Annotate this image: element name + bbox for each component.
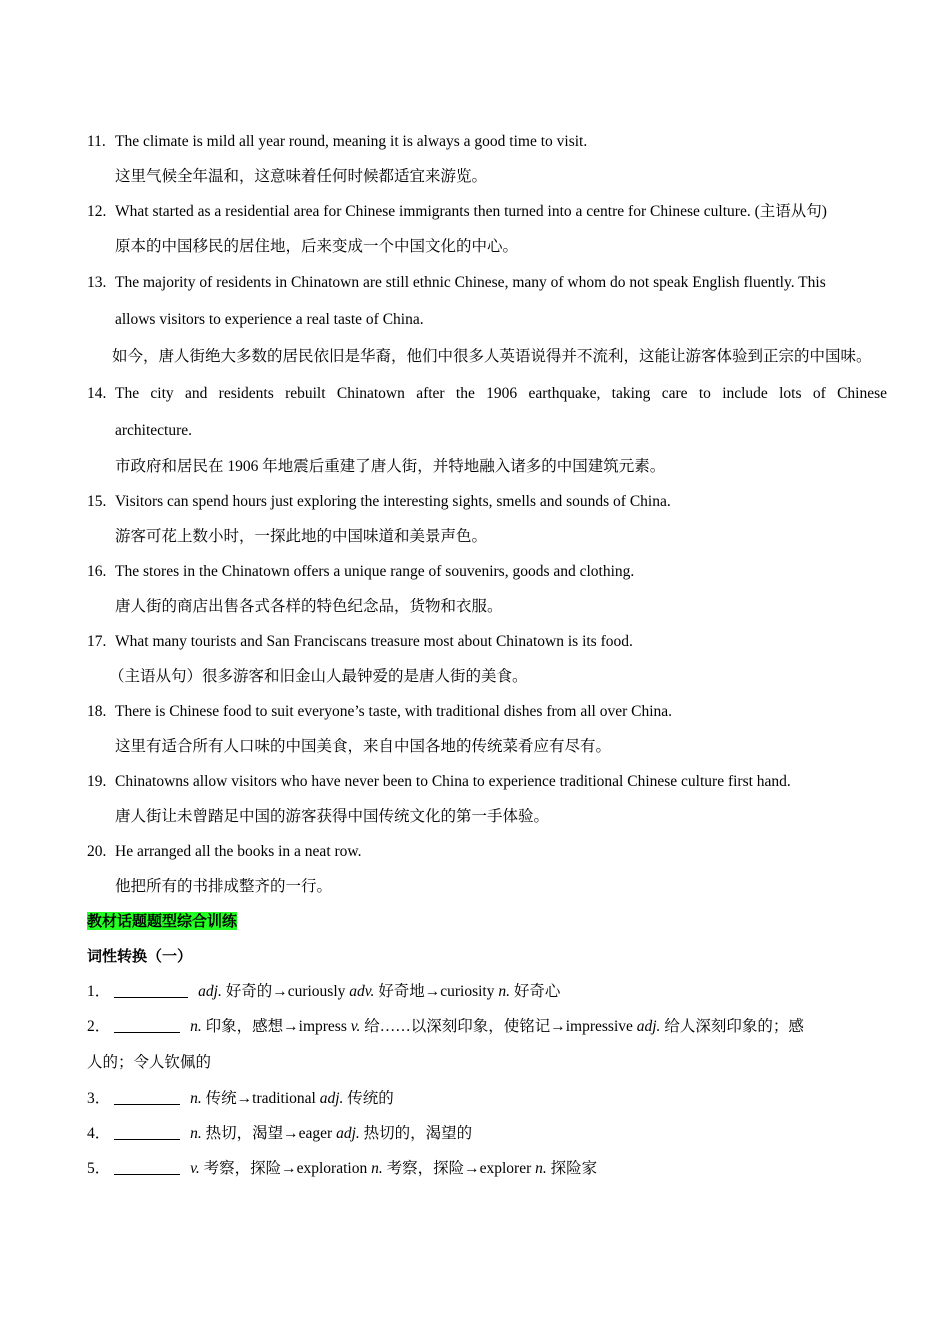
chinese-translation: 市政府和居民在 1906 年地震后重建了唐人街，并特地融入诸多的中国建筑元素。 — [115, 458, 666, 475]
subsection-title: 词性转换（一） — [87, 947, 193, 965]
answer-blank[interactable] — [114, 983, 188, 998]
item-number: 19. — [87, 773, 107, 790]
english-sentence: He arranged all the books in a neat row. — [115, 843, 362, 860]
vocab-number: 1． — [87, 983, 111, 1000]
item-number: 20. — [87, 843, 107, 860]
item-number: 11. — [87, 133, 106, 150]
chinese-translation: 这里有适合所有人口味的中国美食，来自中国各地的传统菜肴应有尽有。 — [115, 738, 612, 755]
vocab-item-continued: 人的；令人钦佩的 — [87, 1054, 212, 1071]
english-sentence: There is Chinese food to suit everyone’s taste, with traditional dishes from all over China. — [115, 703, 673, 720]
vocab-number: 5． — [87, 1160, 111, 1177]
chinese-translation: 这里气候全年温和，这意味着任何时候都适宜来游览。 — [115, 168, 488, 185]
answer-blank[interactable] — [114, 1018, 180, 1033]
sentence-item — [87, 124, 887, 194]
part-of-speech: n. — [535, 1160, 547, 1177]
english-sentence-continued: allows visitors to experience a real taste of China. — [115, 311, 424, 328]
part-of-speech: n. — [498, 983, 510, 1000]
sentence-item — [87, 484, 887, 554]
part-of-speech: v. — [190, 1160, 200, 1177]
part-of-speech: v. — [350, 1018, 361, 1035]
english-sentence: The majority of residents in Chinatown are still ethnic Chinese, many of whom do not speak English fluently. This — [115, 274, 826, 291]
sentence-item — [87, 834, 887, 904]
sentence-item — [87, 264, 887, 375]
part-of-speech: adj. — [336, 1125, 360, 1142]
chinese-translation: 原本的中国移民的居住地，后来变成一个中国文化的中心。 — [115, 238, 519, 255]
part-of-speech: adj. — [636, 1018, 661, 1035]
english-sentence: What many tourists and San Franciscans treasure most about Chinatown is its food. — [115, 633, 633, 650]
vocab-number: 2． — [87, 1018, 111, 1035]
answer-blank[interactable] — [114, 1090, 180, 1105]
sentence-item — [87, 194, 887, 264]
sentence-item — [87, 694, 887, 764]
part-of-speech: n. — [190, 1018, 202, 1035]
vocab-item: 3． n. 传统→traditional adj. 传统的 — [87, 1090, 394, 1107]
part-of-speech: adj. — [198, 983, 222, 1000]
english-sentence: Chinatowns allow visitors who have never been to China to experience traditional Chinese culture first hand. — [115, 773, 791, 790]
vocab-number: 4． — [87, 1125, 111, 1142]
item-number: 12. — [87, 203, 107, 220]
english-sentence: The stores in the Chinatown offers a unique range of souvenirs, goods and clothing. — [115, 563, 635, 580]
item-number: 17. — [87, 633, 107, 650]
english-sentence: The climate is mild all year round, meaning it is always a good time to visit. — [115, 133, 588, 150]
english-sentence: The city and residents rebuilt Chinatown after the 1906 earthquake, taking care to include lots of Chinese — [115, 385, 887, 402]
chinese-translation: 游客可花上数小时，一探此地的中国味道和美景声色。 — [115, 528, 488, 545]
part-of-speech: n. — [190, 1090, 202, 1107]
section-title: 教材话题题型综合训练 — [87, 912, 238, 930]
sentence-item — [87, 375, 887, 484]
english-sentence: What started as a residential area for Chinese immigrants then turned into a centre for Chinese culture. (主语从句) — [115, 203, 827, 220]
document-content — [87, 124, 887, 1186]
sentence-item — [87, 764, 887, 834]
part-of-speech: n. — [371, 1160, 383, 1177]
answer-blank[interactable] — [114, 1125, 180, 1140]
vocab-item: 4． n. 热切，渴望→eager adj. 热切的，渴望的 — [87, 1125, 473, 1142]
sentence-item — [87, 624, 887, 694]
vocab-number: 3． — [87, 1090, 111, 1107]
vocab-item: 2． n. 印象，感想→impress v. 给……以深刻印象，使铭记→impressive adj. 给人深刻印象的；感 — [87, 1018, 804, 1035]
chinese-translation: 唐人街让未曾踏足中国的游客获得中国传统文化的第一手体验。 — [115, 808, 550, 825]
chinese-translation: 唐人街的商店出售各式各样的特色纪念品，货物和衣服。 — [115, 598, 503, 615]
chinese-translation: 他把所有的书排成整齐的一行。 — [115, 878, 333, 895]
item-number: 15. — [87, 493, 107, 510]
part-of-speech: n. — [190, 1125, 202, 1142]
part-of-speech: adv. — [349, 983, 375, 1000]
english-sentence-continued: architecture. — [115, 422, 193, 439]
sentence-item — [87, 554, 887, 624]
english-sentence: Visitors can spend hours just exploring the interesting sights, smells and sounds of China. — [115, 493, 671, 510]
vocab-item: 1． adj. 好奇的→curiously adv. 好奇地→curiosity n. 好奇心 — [87, 983, 561, 1000]
answer-blank[interactable] — [114, 1160, 180, 1175]
part-of-speech: adj. — [319, 1090, 344, 1107]
item-number: 16. — [87, 563, 107, 580]
chinese-translation: （主语从句）很多游客和旧金山人最钟爱的是唐人街的美食。 — [109, 668, 528, 685]
vocab-item: 5． v. 考察，探险→exploration n. 考察，探险→explorer n. 探险家 — [87, 1160, 598, 1177]
item-number: 18. — [87, 703, 107, 720]
item-number: 13. — [87, 274, 107, 291]
chinese-translation: 如今，唐人街绝大多数的居民依旧是华裔，他们中很多人英语说得并不流利，这能让游客体验到正宗的中国味。 — [112, 348, 872, 365]
item-number: 14. — [87, 385, 107, 402]
